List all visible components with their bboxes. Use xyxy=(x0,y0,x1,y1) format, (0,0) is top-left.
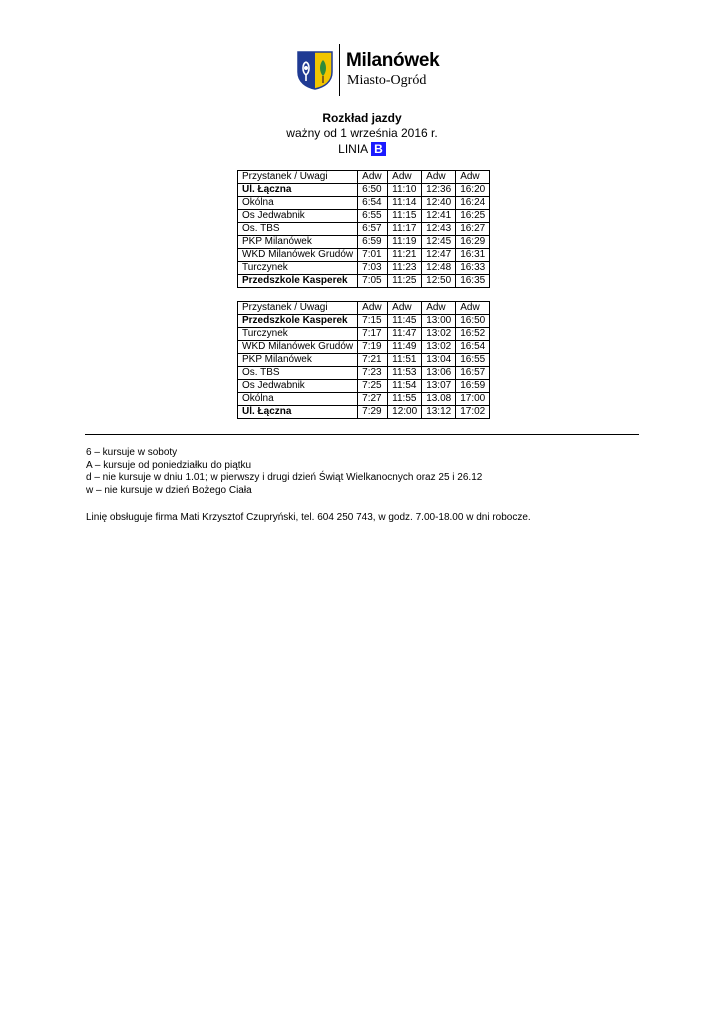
departure-time: 16:31 xyxy=(456,249,490,262)
departure-time: 16:54 xyxy=(456,341,490,354)
departure-time: 16:33 xyxy=(456,262,490,275)
departure-time: 11:23 xyxy=(388,262,422,275)
departure-time: 7:15 xyxy=(358,315,388,328)
departure-time: 7:23 xyxy=(358,367,388,380)
departure-time: 16:27 xyxy=(456,223,490,236)
stop-name: Przedszkole Kasperek xyxy=(238,275,358,288)
table-row xyxy=(238,380,490,393)
departure-time: 16:50 xyxy=(456,315,490,328)
departure-time: 7:21 xyxy=(358,354,388,367)
departure-time: 17:02 xyxy=(456,406,490,419)
stop-name: Os. TBS xyxy=(238,223,358,236)
departure-time: 17:00 xyxy=(456,393,490,406)
table-row xyxy=(238,328,490,341)
departure-time: 16:29 xyxy=(456,236,490,249)
note-item: w – nie kursuje w dzień Bożego Ciała xyxy=(86,484,252,496)
departure-time: 12:40 xyxy=(422,197,456,210)
stop-name: Turczynek xyxy=(238,262,358,275)
header-cell: Adw xyxy=(456,302,490,315)
departure-time: 7:03 xyxy=(358,262,388,275)
logo-divider xyxy=(339,44,340,96)
departure-time: 11:54 xyxy=(388,380,422,393)
stop-name: PKP Milanówek xyxy=(238,236,358,249)
departure-time: 12:47 xyxy=(422,249,456,262)
departure-time: 11:15 xyxy=(388,210,422,223)
departure-time: 12:00 xyxy=(388,406,422,419)
departure-time: 13:00 xyxy=(422,315,456,328)
stop-name: Okólna xyxy=(238,197,358,210)
header-cell: Przystanek / Uwagi xyxy=(238,171,358,184)
stop-name: WKD Milanówek Grudów xyxy=(238,249,358,262)
stop-name: PKP Milanówek xyxy=(238,354,358,367)
line-prefix: LINIA xyxy=(338,142,369,156)
page-title: Rozkład jazdy xyxy=(322,111,402,125)
stop-name: Os. TBS xyxy=(238,367,358,380)
table-row xyxy=(238,236,490,249)
brand-name: Milanówek xyxy=(346,50,440,71)
departure-time: 16:52 xyxy=(456,328,490,341)
departure-time: 6:54 xyxy=(358,197,388,210)
header-cell: Adw xyxy=(422,171,456,184)
departure-time: 13:12 xyxy=(422,406,456,419)
coat-of-arms-icon xyxy=(296,50,334,90)
departure-time: 12:36 xyxy=(422,184,456,197)
table-row xyxy=(238,223,490,236)
departure-time: 11:53 xyxy=(388,367,422,380)
header-cell: Przystanek / Uwagi xyxy=(238,302,358,315)
departure-time: 11:55 xyxy=(388,393,422,406)
schedule-table-outbound xyxy=(237,170,490,288)
table-row xyxy=(238,197,490,210)
table-row xyxy=(238,393,490,406)
departure-time: 13:07 xyxy=(422,380,456,393)
departure-time: 7:29 xyxy=(358,406,388,419)
departure-time: 11:21 xyxy=(388,249,422,262)
departure-time: 7:19 xyxy=(358,341,388,354)
departure-time: 11:19 xyxy=(388,236,422,249)
departure-time: 16:25 xyxy=(456,210,490,223)
line-badge: B xyxy=(371,142,386,156)
table-row xyxy=(238,184,490,197)
table-row xyxy=(238,315,490,328)
departure-time: 7:17 xyxy=(358,328,388,341)
departure-time: 16:20 xyxy=(456,184,490,197)
stop-name: Os Jedwabnik xyxy=(238,380,358,393)
departure-time: 13:02 xyxy=(422,328,456,341)
departure-time: 16:35 xyxy=(456,275,490,288)
header-cell: Adw xyxy=(358,302,388,315)
departure-time: 11:25 xyxy=(388,275,422,288)
operator-info: Linię obsługuje firma Mati Krzysztof Czupryński, tel. 604 250 743, w godz. 7.00-18.00 w dni robocze. xyxy=(86,512,531,523)
table-row xyxy=(238,406,490,419)
departure-time: 11:10 xyxy=(388,184,422,197)
departure-time: 11:17 xyxy=(388,223,422,236)
stop-name: Ul. Łączna xyxy=(238,406,358,419)
header-cell: Adw xyxy=(388,171,422,184)
logo xyxy=(296,44,466,96)
legend-notes xyxy=(86,447,482,497)
departure-time: 7:25 xyxy=(358,380,388,393)
table-row xyxy=(238,341,490,354)
schedule-table-return xyxy=(237,301,490,419)
table-row xyxy=(238,210,490,223)
note-item: 6 – kursuje w soboty xyxy=(86,447,178,458)
note-item: A – kursuje od poniedziałku do piątku xyxy=(86,459,252,471)
departure-time: 11:14 xyxy=(388,197,422,210)
stop-name: Okólna xyxy=(238,393,358,406)
line-label xyxy=(0,142,724,156)
table-header-row xyxy=(238,171,490,184)
departure-time: 16:24 xyxy=(456,197,490,210)
departure-time: 7:27 xyxy=(358,393,388,406)
stop-name: Turczynek xyxy=(238,328,358,341)
departure-time: 13:06 xyxy=(422,367,456,380)
table-row xyxy=(238,249,490,262)
departure-time: 7:01 xyxy=(358,249,388,262)
departure-time: 12:43 xyxy=(422,223,456,236)
departure-time: 13:02 xyxy=(422,341,456,354)
departure-time: 16:57 xyxy=(456,367,490,380)
departure-time: 6:59 xyxy=(358,236,388,249)
departure-time: 11:47 xyxy=(388,328,422,341)
stop-name: Przedszkole Kasperek xyxy=(238,315,358,328)
header-cell: Adw xyxy=(456,171,490,184)
separator-line xyxy=(85,434,639,435)
note-item: d – nie kursuje w dniu 1.01; w pierwszy i drugi dzień Świąt Wielkanocnych oraz 25 i 26.12 xyxy=(86,472,483,483)
departure-time: 6:57 xyxy=(358,223,388,236)
departure-time: 16:55 xyxy=(456,354,490,367)
validity-date: ważny od 1 września 2016 r. xyxy=(286,126,438,140)
table-row xyxy=(238,354,490,367)
brand-subtitle: Miasto-Ogród xyxy=(347,73,427,88)
header-cell: Adw xyxy=(388,302,422,315)
departure-time: 7:05 xyxy=(358,275,388,288)
departure-time: 6:55 xyxy=(358,210,388,223)
stop-name: Os Jedwabnik xyxy=(238,210,358,223)
table-header-row xyxy=(238,302,490,315)
departure-time: 6:50 xyxy=(358,184,388,197)
stop-name: Ul. Łączna xyxy=(238,184,358,197)
header-cell: Adw xyxy=(422,302,456,315)
departure-time: 12:41 xyxy=(422,210,456,223)
departure-time: 12:50 xyxy=(422,275,456,288)
departure-time: 16:59 xyxy=(456,380,490,393)
header-cell: Adw xyxy=(358,171,388,184)
table-row xyxy=(238,262,490,275)
departure-time: 11:49 xyxy=(388,341,422,354)
departure-time: 11:45 xyxy=(388,315,422,328)
departure-time: 13:04 xyxy=(422,354,456,367)
departure-time: 12:48 xyxy=(422,262,456,275)
table-row xyxy=(238,275,490,288)
table-row xyxy=(238,367,490,380)
departure-time: 12:45 xyxy=(422,236,456,249)
stop-name: WKD Milanówek Grudów xyxy=(238,341,358,354)
departure-time: 13.08 xyxy=(422,393,456,406)
departure-time: 11:51 xyxy=(388,354,422,367)
